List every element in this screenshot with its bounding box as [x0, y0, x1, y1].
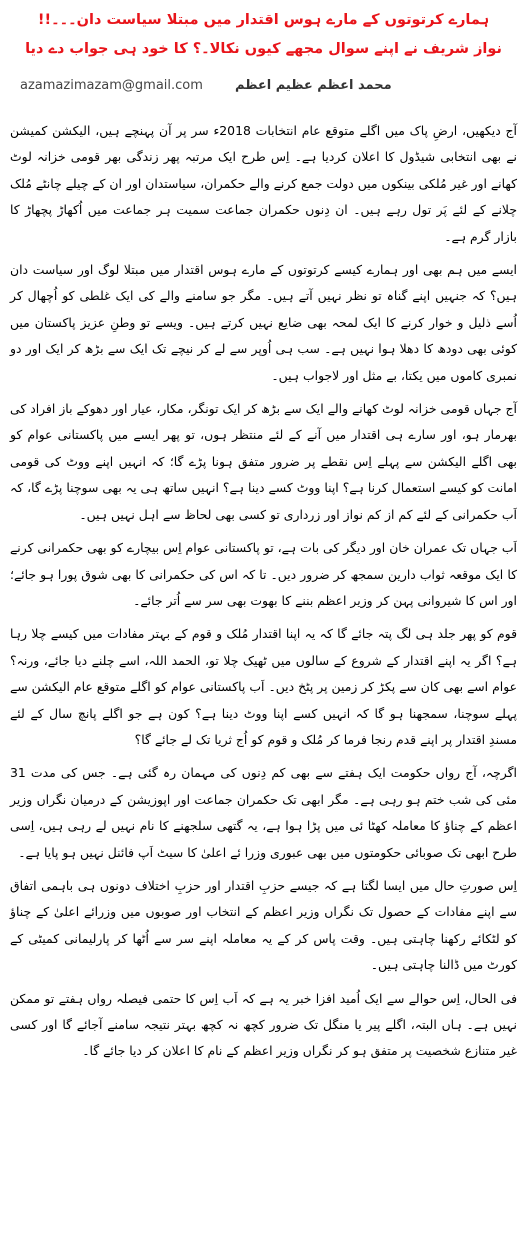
paragraph-7: اِس صورتِ حال میں ایسا لگتا ہے کہ جیسے حزبِ اقتدار اور حزبِ اختلاف دونوں ہی باہمی اتفاق سے اپنے مفادات کے حصول تک نگراں وزیر اعظم کے انتخاب اور صوبوں میں وزرائے اعلیٰ کے چناؤ کو لٹکائے رکھنا چاہتی ہیں۔ وقت پاس کر کے یہ معاملہ اپنے سر سے اُٹھا کر پارلیمانی کمیٹی کے کورٹ میں ڈالنا چاہتی ہیں۔: [10, 877, 517, 973]
paragraph-5: قوم کو پھر جلد ہی لگ پتہ جائے گا کہ یہ اپنا اقتدار مُلک و قوم کے بہتر مفادات میں کیسے چلا رہا ہے؟ اگر یہ اپنے اقتدار کے شروع کے سالوں میں ٹھیک چلا تو، الحمد اللہ، اسے چلنے دیا جائے، ورنہ؟ عوام اسے بھی کان سے پکڑ کر زمین پر پٹخ دیں۔ اَب پاکستانی عوام کو اگلے متوقع عام الیکشن سے پہلے سوچنا، سمجھنا ہو گا کہ انہیں کسے اپنا ووٹ دینا ہے؟ کون ہے جو اگلے پانچ سال کے لئے مسندِ اقتدار پر اپنے قدم رنجا فرما کر مُلک و قوم کو اُج ثریا تک لے جائے گا؟: [10, 626, 517, 747]
paragraph-6: اگرچہ، آج رواں حکومت ایک ہفتے سے بھی کم دِنوں کی مہمان رہ گئی ہے۔ جس کی مدت 31 مئی کی شب ختم ہو رہی ہے۔ مگر ابھی تک حکمران جماعت اور اپوزیشن کے درمیان نگراں وزیر اعظم کے چناؤ کا معاملہ کھٹا ئی میں پڑا ہوا ہے، یہ گتھی سلجھنے کا نام نہیں لے رہی ہیں، اِسی طرح ابھی تک صوبائی حکومتوں میں بھی عبوری وزرا ئے اعلیٰ کا سیٹ اَپ فائنل نہیں ہو پایا ہے۔: [10, 765, 517, 860]
headline-line-1: ہمارے کرتوتوں کے مارے ہوس اقتدار میں مبتلا سیاست دان۔۔۔!!: [37, 12, 490, 28]
author-email[interactable]: azamazimazam@gmail.com: [20, 78, 203, 93]
paragraph-1: آج دیکھیں، ارضِ پاک میں اگلے متوقع عام انتخابات 2018ء سر پر آن پہنچے ہیں، الیکشن کمیشن نے بھی انتخابی شیڈول کا اعلان کردیا ہے۔ اِس طرح ایک مرتبہ پھر زندگی بھر قومی خزانہ لوٹ کھانے اور غیر مُلکی بینکوں میں دولت جمع کرنے والے حکمران، سیاستدان اور ان کے چیلے چانٹے مُلک چلانے کے لئے پَر تول رہے ہیں۔ ان دِنوں حکمران جماعت سمیت ہر جماعت میں اُکھاڑ پچھاڑ کا بازار گرم ہے۔: [10, 123, 517, 244]
paragraph-4: اَب جہاں تک عمران خان اور دیگر کی بات ہے، تو پاکستانی عوام اِس بیچارے کو بھی حکمرانی کرنے کا ایک موقعہ ثواب دارین سمجھ کر ضرور دیں۔ تا کہ اس کی حکمرانی کا بھی شوق پورا ہو جائے؛ اور اس کا شیروانی پہن کر وزیر اعظم بننے کا بھوت بھی سر سے اُتر جائے۔: [10, 540, 517, 608]
paragraph-2: ایسے میں ہم بھی اور ہمارے کیسے کرتوتوں کے مارے ہوس اقتدار میں مبتلا لوگ اور سیاست دان ہیں؟ کہ جنہیں اپنے گناہ تو نظر نہیں آتے ہیں۔ مگر جو سامنے والے کی ایک غلطی کو اُچھال کر اُسے ذلیل و خوار کرنے کا ایک لمحہ بھی ضایع نہیں کرتے ہیں۔ ویسے تو وطنِ عزیز پاکستان میں کوئی بھی دودھ کا دھلا ہوا نہیں ہے۔ سب ہی اُوپر سے لے کر نیچے تک ایک سے بڑھ کر ایک اور دو نمبری کاموں میں یکتا، بے مثل اور لاجواب ہیں۔: [10, 262, 517, 383]
article-header: [10, 6, 517, 64]
author-name: محمد اعظم عظیم اعظم: [235, 78, 392, 93]
paragraph-3: آج جہاں قومی خزانہ لوٹ کھانے والے ایک سے بڑھ کر ایک تونگر، مکار، عیار اور دھوکے باز افراد کی بھرمار ہو، اور سارے ہی اقتدار میں آنے کے لئے منتظر ہوں، تو پھر ایسے میں پاکستانی عوام کو بھی اگلے الیکشن سے پہلے اِس نقطے پر ضرور متفق ہونا پڑے گا؛ کہ انہیں اپنے ووٹ کی قومی امانت کو کیسے استعمال کرنا ہے؟ اپنا ووٹ کسے دینا ہے؟ انہیں ساتھ ہی یہ بھی سوچنا پڑے گا، کہ اَب حکمرانی کے لئے کم از کم نواز اور زرداری تو کسی بھی لحاظ سے اہل نہیں ہیں۔: [10, 401, 517, 522]
article-body: [10, 118, 517, 1065]
headline-line-2: نواز شریف نے اپنے سوال مجھے کیوں نکالا۔؟ کا خود ہی جواب دے دیا: [25, 41, 502, 57]
byline: [10, 78, 517, 100]
paragraph-8: فی الحال، اِس حوالے سے ایک اُمید افزا خبر یہ ہے کہ اَب اِس کا حتمی فیصلہ رواں ہفتے تو ممکن نہیں ہے۔ ہاں البتہ، اگلے پیر یا منگل تک ضرور کچھ نہ کچھ بہتر نتیجہ سامنے آجائے گا اور کسی غیر متنازع شخصیت پر متفق ہو کر نگراں وزیر اعظم کے نام کا اعلان کر دیا جائے گا۔: [10, 990, 517, 1059]
